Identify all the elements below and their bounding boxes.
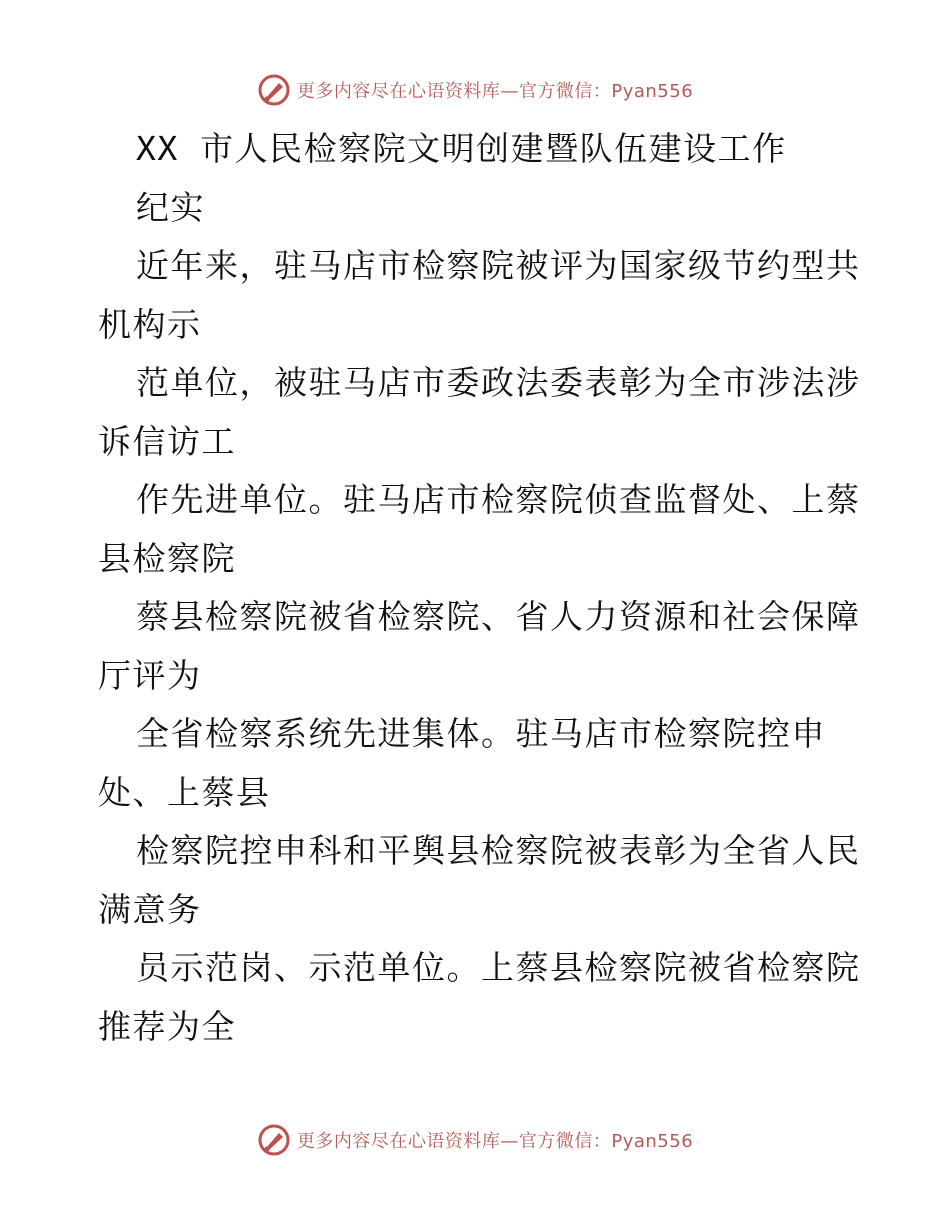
paragraph-line: 范单位，被驻马店市委政法委表彰为全市涉法涉 <box>136 363 861 402</box>
paragraph-line: 诉信访工 <box>98 421 236 461</box>
footer-banner <box>0 1120 950 1160</box>
paragraph-line: 蔡县检察院被省检察院、省人力资源和社会保障 <box>136 597 861 636</box>
document-title-line-1: XX 市人民检察院文明创建暨队伍建设工作 <box>136 129 787 168</box>
paragraph-line: 满意务 <box>98 889 202 929</box>
header-banner <box>0 70 950 110</box>
paragraph-line: 机构示 <box>98 304 202 344</box>
footer-banner-text: 更多内容尽在心语资料库—官方微信：Pyan556 <box>296 1131 694 1152</box>
pen-nib-logo-icon <box>257 1123 291 1157</box>
paragraph-line: 县检察院 <box>98 538 236 578</box>
paragraph-line: 推荐为全 <box>98 1006 236 1046</box>
pen-nib-logo-icon <box>257 73 291 107</box>
header-banner-text: 更多内容尽在心语资料库—官方微信：Pyan556 <box>296 81 694 102</box>
paragraph-line: 检察院控申科和平舆县检察院被表彰为全省人民 <box>136 831 861 870</box>
document-title-line-2: 纪实 <box>136 187 205 227</box>
paragraph-line: 近年来，驻马店市检察院被评为国家级节约型共 <box>136 246 861 285</box>
paragraph-line: 全省检察系统先进集体。驻马店市检察院控申 <box>136 714 826 753</box>
paragraph-line: 厅评为 <box>98 655 202 695</box>
paragraph-line: 处、上蔡县 <box>98 772 271 812</box>
document-body <box>98 120 878 1056</box>
paragraph-line: 作先进单位。驻马店市检察院侦查监督处、上蔡 <box>136 480 861 519</box>
paragraph-line: 员示范岗、示范单位。上蔡县检察院被省检察院 <box>136 948 861 987</box>
